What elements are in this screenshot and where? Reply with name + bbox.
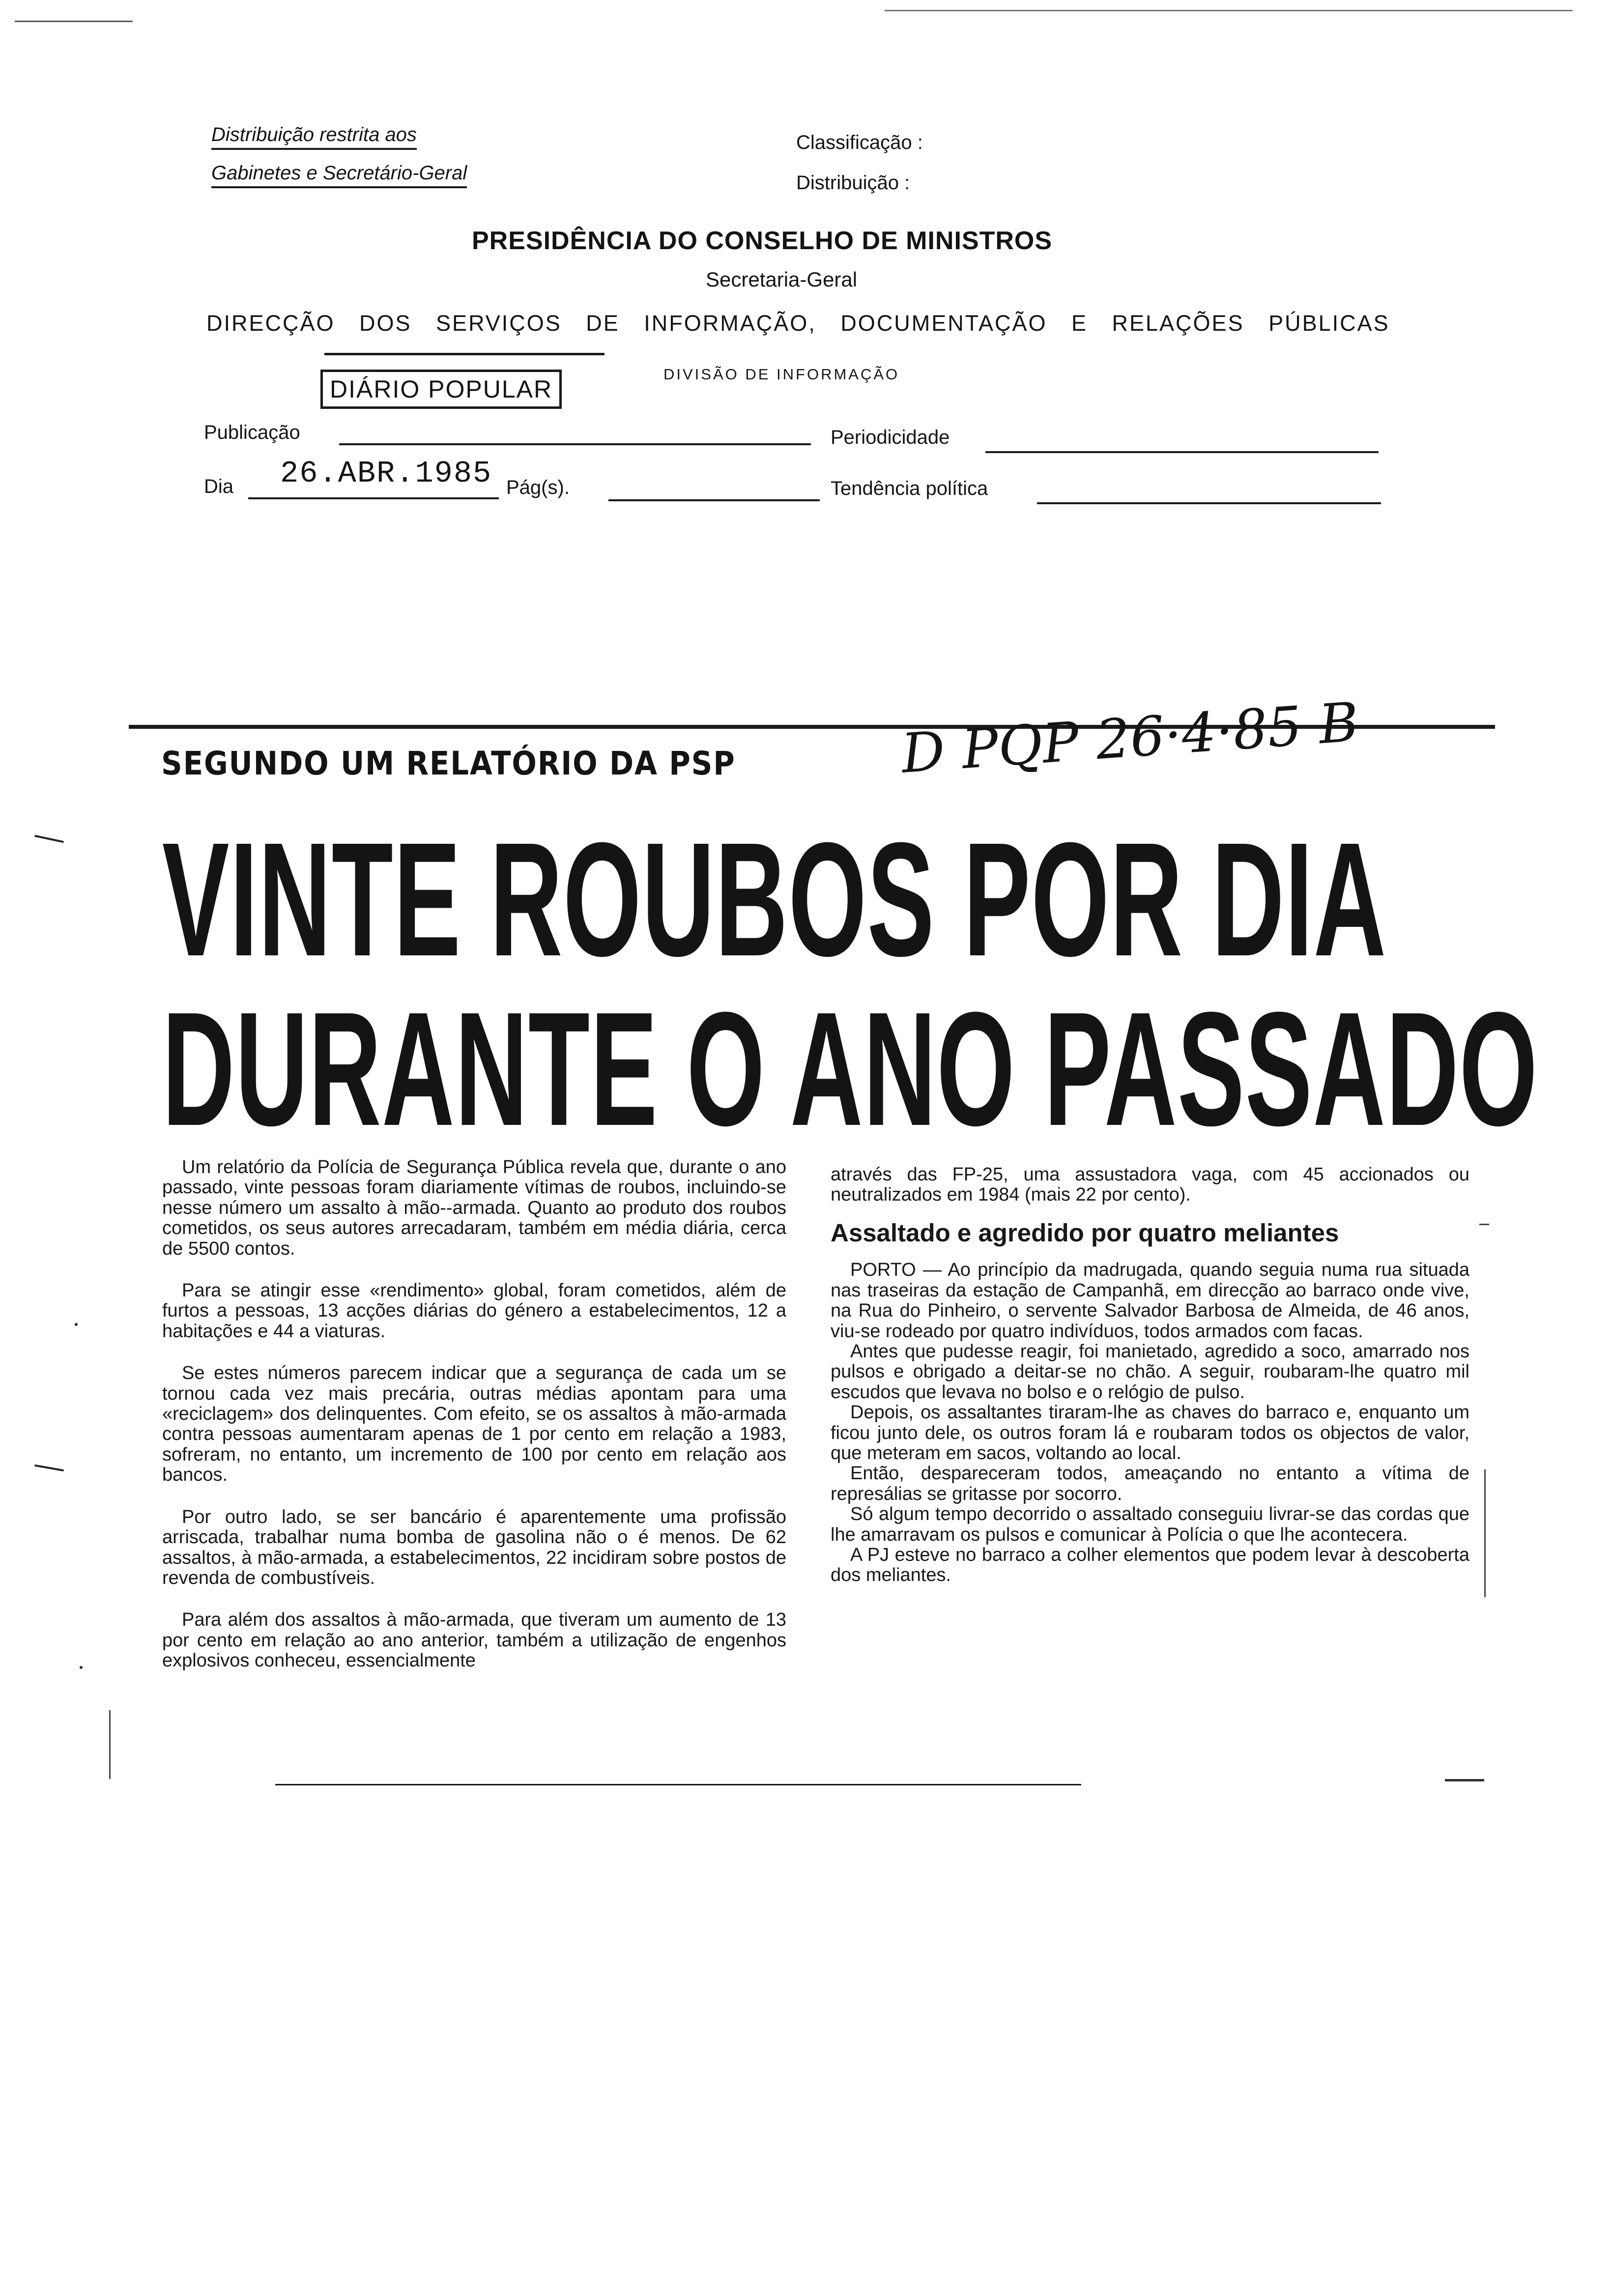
page-title: PRESIDÊNCIA DO CONSELHO DE MINISTROS: [472, 227, 1053, 255]
periodicidade-field-line: [985, 451, 1379, 453]
clipping-right-edge: [1484, 1469, 1486, 1597]
pags-label: Pág(s).: [506, 477, 570, 498]
classificacao-label: Classificação :: [796, 132, 923, 153]
divisao-informacao: DIVISÃO DE INFORMAÇÃO: [663, 366, 900, 383]
direccao-line: DIRECÇÃO DOS SERVIÇOS DE INFORMAÇÃO, DOCUMENTAÇÃO E RELAÇÕES PÚBLICAS: [206, 311, 1390, 336]
left-paragraph-1: Um relatório da Polícia de Segurança Pública revela que, durante o ano passado, vinte pessoas foram diariamente vítimas de roubos, incluindo-se nesse número um assalto à mão--armada. Quanto ao produto dos roubos cometidos, os seus autores arrecadaram, também em média diária, cerca de 5500 contos.: [162, 1157, 786, 1259]
dia-field-line: [248, 497, 499, 499]
headline-line2: DURANTE O ANO PASSADO: [162, 978, 1538, 1159]
bottom-right-corner-mark: [1445, 1779, 1484, 1781]
scan-edge-line-right: [885, 10, 1573, 11]
distribution-note-line2: Gabinetes e Secretário-Geral: [211, 162, 467, 188]
left-paragraph-2: Para se atingir esse «rendimento» global, foram cometidos, além de furtos a pessoas, 13 acções diárias do género a estabelecimentos, 12 a habitações e 44 a viaturas.: [162, 1280, 786, 1342]
dia-label: Dia: [204, 476, 234, 497]
article-subhead: Assaltado e agredido por quatro meliantes: [831, 1218, 1339, 1247]
publicacao-label: Publicação: [204, 422, 300, 443]
margin-dot-1: [75, 1323, 78, 1326]
publication-stamp: DIÁRIO POPULAR: [320, 370, 562, 409]
left-paragraph-5: Para além dos assaltos à mão-armada, que tiveram um aumento de 13 por cento em relação ao ano anterior, também a utilização de engenhos explosivos conheceu, essencialmente: [162, 1609, 786, 1671]
periodicidade-label: Periodicidade: [831, 427, 950, 448]
stamp-top-rule: [324, 353, 604, 355]
article-right-column: [831, 1165, 1469, 1586]
headline-line1: VINTE ROUBOS POR DIA: [162, 808, 1387, 990]
pags-field-line: [608, 499, 820, 501]
right-paragraph-5: Só algum tempo decorrido o assaltado conseguiu livrar-se das cordas que lhe amarravam os pulsos e comunicar à Polícia o que lhe acontecera.: [831, 1504, 1469, 1545]
column-bottom-rule: [275, 1784, 1081, 1785]
article-left-column: [162, 1157, 786, 1671]
margin-mark-1: [34, 835, 64, 843]
right-paragraph-3: Depois, os assaltantes tiraram-lhe as chaves do barraco e, enquanto um ficou junto dele, os outros foram lá e roubaram todos os objectos de valor, que meteram em sacos, voltando ao local.: [831, 1402, 1469, 1464]
dia-value: 26.ABR.1985: [280, 456, 492, 491]
clipping-left-edge: [109, 1710, 111, 1779]
left-paragraph-4: Por outro lado, se ser bancário é aparentemente uma profissão arriscada, trabalhar numa bomba de gasolina não o é menos. De 62 assaltos, à mão-armada, a estabelecimentos, 22 incidiram sobre postos de revenda de combustíveis.: [162, 1506, 786, 1588]
right-paragraph-1: PORTO — Ao princípio da madrugada, quando seguia numa rua situada nas traseiras da estação de Campanhã, em direcção ao barraco onde vive, na Rua do Pinheiro, o servente Salvador Barbosa de Almeida, de 46 anos, viu-se rodeado por quatro indivíduos, todos armados com facas.: [831, 1260, 1469, 1342]
right-paragraph-2: Antes que pudesse reagir, foi manietado, agredido a soco, amarrado nos pulsos e obrigado a deitar-se no chão. A seguir, roubaram-lhe quatro mil escudos que levava no bolso e o relógio de pulso.: [831, 1341, 1469, 1403]
left-paragraph-3: Se estes números parecem indicar que a segurança de cada um se tornou cada vez mais precária, outras médias apontam para uma «reciclagem» dos delinquentes. Com efeito, se os assaltos à mão-armada contra pessoas aumentaram apenas de 1 por cento em relação a 1983, sofreram, no entanto, um incremento de 100 por cento em relação aos bancos.: [162, 1363, 786, 1486]
distribution-note-line1: Distribuição restrita aos: [211, 124, 417, 150]
article-kicker: SEGUNDO UM RELATÓRIO DA PSP: [161, 745, 736, 782]
margin-mark-2: [34, 1464, 64, 1471]
right-intro: através das FP-25, uma assustadora vaga, com 45 accionados ou neutralizados em 1984 (mais 22 por cento).: [831, 1164, 1469, 1205]
secretaria-geral: Secretaria-Geral: [706, 268, 858, 291]
publicacao-field-line: [339, 443, 811, 445]
tendencia-field-line: [1037, 502, 1381, 504]
right-paragraph-4: Então, despareceram todos, ameaçando no entanto a vítima de represálias se gritasse por socorro.: [831, 1463, 1469, 1504]
distribuicao-label: Distribuição :: [796, 172, 910, 194]
tendencia-label: Tendência política: [831, 478, 988, 499]
handwritten-annotation: D PQP 26·4·85 B: [899, 690, 1361, 785]
clipping-right-edge-tick: [1479, 1224, 1489, 1225]
right-paragraph-6: A PJ esteve no barraco a colher elementos que podem levar à descoberta dos meliantes.: [831, 1545, 1469, 1586]
scan-edge-line-left: [15, 21, 133, 22]
margin-dot-2: [80, 1666, 83, 1669]
